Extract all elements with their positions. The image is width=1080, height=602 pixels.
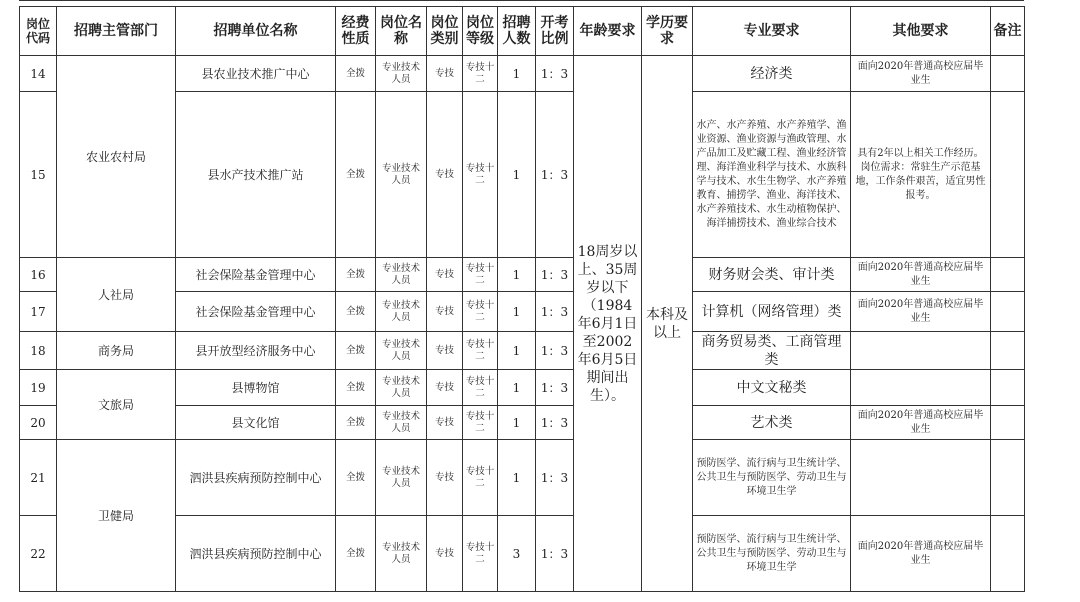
cell-count: 1 xyxy=(498,258,536,292)
cell-post-name: 专业技术人员 xyxy=(376,406,427,440)
cell-dept-hr: 人社局 xyxy=(57,258,176,332)
header-major: 专业要求 xyxy=(693,7,851,56)
cell-ratio: 1：3 xyxy=(536,56,574,92)
cell-age-shared: 18周岁以上、35周岁以下（1984年6月1日至2002年6月5日期间出生）。 xyxy=(574,56,642,592)
cell-funding: 全拨 xyxy=(336,92,376,258)
cell-post-level: 专技十二 xyxy=(463,406,498,440)
cell-unit: 社会保险基金管理中心 xyxy=(176,292,336,332)
cell-major: 商务贸易类、工商管理类 xyxy=(693,332,851,370)
cell-post-type: 专技 xyxy=(427,292,463,332)
cell-funding: 全拨 xyxy=(336,370,376,406)
cell-post-name: 专业技术人员 xyxy=(376,440,427,516)
cell-unit: 县水产技术推广站 xyxy=(176,92,336,258)
header-post-level: 岗位等级 xyxy=(463,7,498,56)
cell-post-type: 专技 xyxy=(427,56,463,92)
table-row xyxy=(20,370,1025,406)
cell-post-level: 专技十二 xyxy=(463,258,498,292)
cell-post-type: 专技 xyxy=(427,92,463,258)
cell-unit: 社会保险基金管理中心 xyxy=(176,258,336,292)
cell-post-type: 专技 xyxy=(427,406,463,440)
cell-other: 面向2020年普通高校应届毕业生 xyxy=(851,406,991,440)
cell-count: 1 xyxy=(498,440,536,516)
cell-remark xyxy=(991,258,1025,292)
cell-other: 面向2020年普通高校应届毕业生 xyxy=(851,258,991,292)
cell-post-type: 专技 xyxy=(427,440,463,516)
cell-count: 1 xyxy=(498,370,536,406)
cell-count: 3 xyxy=(498,516,536,592)
header-count: 招聘人数 xyxy=(498,7,536,56)
cell-remark xyxy=(991,292,1025,332)
header-code: 岗位代码 xyxy=(20,7,57,56)
table-row xyxy=(20,56,1025,92)
cell-post-type: 专技 xyxy=(427,370,463,406)
header-post-type: 岗位类别 xyxy=(427,7,463,56)
cell-other xyxy=(851,332,991,370)
header-edu: 学历要求 xyxy=(642,7,693,56)
cell-funding: 全拨 xyxy=(336,440,376,516)
header-other: 其他要求 xyxy=(851,7,991,56)
cell-remark xyxy=(991,332,1025,370)
cell-ratio: 1：3 xyxy=(536,92,574,258)
header-age: 年龄要求 xyxy=(574,7,642,56)
cell-funding: 全拨 xyxy=(336,56,376,92)
cell-unit: 泗洪县疾病预防控制中心 xyxy=(176,440,336,516)
cell-post-name: 专业技术人员 xyxy=(376,516,427,592)
table-row xyxy=(20,258,1025,292)
cell-post-level: 专技十二 xyxy=(463,440,498,516)
cell-major: 预防医学、流行病与卫生统计学、公共卫生与预防医学、劳动卫生与环境卫生学 xyxy=(693,440,851,516)
cell-code: 22 xyxy=(20,516,57,592)
cell-post-name: 专业技术人员 xyxy=(376,258,427,292)
cell-funding: 全拨 xyxy=(336,292,376,332)
cell-ratio: 1：3 xyxy=(536,332,574,370)
cell-post-name: 专业技术人员 xyxy=(376,292,427,332)
cell-ratio: 1：3 xyxy=(536,406,574,440)
cell-remark xyxy=(991,406,1025,440)
cell-post-level: 专技十二 xyxy=(463,292,498,332)
cell-unit: 县农业技术推广中心 xyxy=(176,56,336,92)
table-row xyxy=(20,332,1025,370)
cell-remark xyxy=(991,92,1025,258)
cell-unit: 县文化馆 xyxy=(176,406,336,440)
cell-code: 20 xyxy=(20,406,57,440)
cell-post-level: 专技十二 xyxy=(463,332,498,370)
header-remark: 备注 xyxy=(991,7,1025,56)
cell-remark xyxy=(991,516,1025,592)
cell-count: 1 xyxy=(498,92,536,258)
cell-code: 18 xyxy=(20,332,57,370)
cell-other: 面向2020年普通高校应届毕业生 xyxy=(851,56,991,92)
table-row xyxy=(20,440,1025,516)
cell-other xyxy=(851,370,991,406)
cell-unit: 县开放型经济服务中心 xyxy=(176,332,336,370)
cell-post-level: 专技十二 xyxy=(463,92,498,258)
header-unit: 招聘单位名称 xyxy=(176,7,336,56)
cell-other xyxy=(851,440,991,516)
header-dept: 招聘主管部门 xyxy=(57,7,176,56)
header-post-name: 岗位名称 xyxy=(376,7,427,56)
cell-code: 17 xyxy=(20,292,57,332)
cell-other: 具有2年以上相关工作经历。岗位需求：常驻生产示范基地，工作条件艰苦，适宜男性报考。 xyxy=(851,92,991,258)
cell-code: 15 xyxy=(20,92,57,258)
cell-count: 1 xyxy=(498,292,536,332)
cell-dept-agri: 农业农村局 xyxy=(57,56,176,258)
cell-major: 经济类 xyxy=(693,56,851,92)
header-funding: 经费性质 xyxy=(336,7,376,56)
cell-unit: 泗洪县疾病预防控制中心 xyxy=(176,516,336,592)
cell-funding: 全拨 xyxy=(336,406,376,440)
cell-ratio: 1：3 xyxy=(536,292,574,332)
cell-ratio: 1：3 xyxy=(536,516,574,592)
cell-remark xyxy=(991,370,1025,406)
cell-ratio: 1：3 xyxy=(536,258,574,292)
cell-dept-culture: 文旅局 xyxy=(57,370,176,440)
cell-remark xyxy=(991,56,1025,92)
cell-code: 21 xyxy=(20,440,57,516)
cell-dept-health: 卫健局 xyxy=(57,440,176,592)
cell-code: 14 xyxy=(20,56,57,92)
cell-code: 16 xyxy=(20,258,57,292)
cell-funding: 全拨 xyxy=(336,516,376,592)
cell-code: 19 xyxy=(20,370,57,406)
cell-major: 水产、水产养殖、水产养殖学、渔业资源、渔业资源与渔政管理、水产品加工及贮藏工程、渔业经济管理、海洋渔业科学与技术、水族科学与技术、水生生物学、水产养殖教育、捕捞学、渔业、海洋技术、水产养殖技术、水生动植物保护、海洋捕捞技术、渔业综合技术 xyxy=(693,92,851,258)
cell-dept-commerce: 商务局 xyxy=(57,332,176,370)
cell-ratio: 1：3 xyxy=(536,370,574,406)
cell-major: 计算机（网络管理）类 xyxy=(693,292,851,332)
cell-count: 1 xyxy=(498,56,536,92)
cell-other: 面向2020年普通高校应届毕业生 xyxy=(851,516,991,592)
cell-major: 财务财会类、审计类 xyxy=(693,258,851,292)
cell-post-level: 专技十二 xyxy=(463,370,498,406)
cell-post-name: 专业技术人员 xyxy=(376,332,427,370)
cell-major: 中文文秘类 xyxy=(693,370,851,406)
cell-funding: 全拨 xyxy=(336,332,376,370)
cell-post-name: 专业技术人员 xyxy=(376,92,427,258)
cell-funding: 全拨 xyxy=(336,258,376,292)
header-ratio: 开考比例 xyxy=(536,7,574,56)
cell-unit: 县博物馆 xyxy=(176,370,336,406)
cell-post-level: 专技十二 xyxy=(463,516,498,592)
cell-post-name: 专业技术人员 xyxy=(376,56,427,92)
cell-post-type: 专技 xyxy=(427,258,463,292)
header-row xyxy=(20,7,1025,56)
cell-count: 1 xyxy=(498,332,536,370)
cell-edu-shared: 本科及以上 xyxy=(642,56,693,592)
cell-post-name: 专业技术人员 xyxy=(376,370,427,406)
cell-other: 面向2020年普通高校应届毕业生 xyxy=(851,292,991,332)
recruitment-table xyxy=(19,6,1025,592)
cell-major: 预防医学、流行病与卫生统计学、公共卫生与预防医学、劳动卫生与环境卫生学 xyxy=(693,516,851,592)
cell-post-type: 专技 xyxy=(427,516,463,592)
cell-major: 艺术类 xyxy=(693,406,851,440)
cell-post-level: 专技十二 xyxy=(463,56,498,92)
cell-ratio: 1：3 xyxy=(536,440,574,516)
cell-post-type: 专技 xyxy=(427,332,463,370)
cell-remark xyxy=(991,440,1025,516)
cell-count: 1 xyxy=(498,406,536,440)
